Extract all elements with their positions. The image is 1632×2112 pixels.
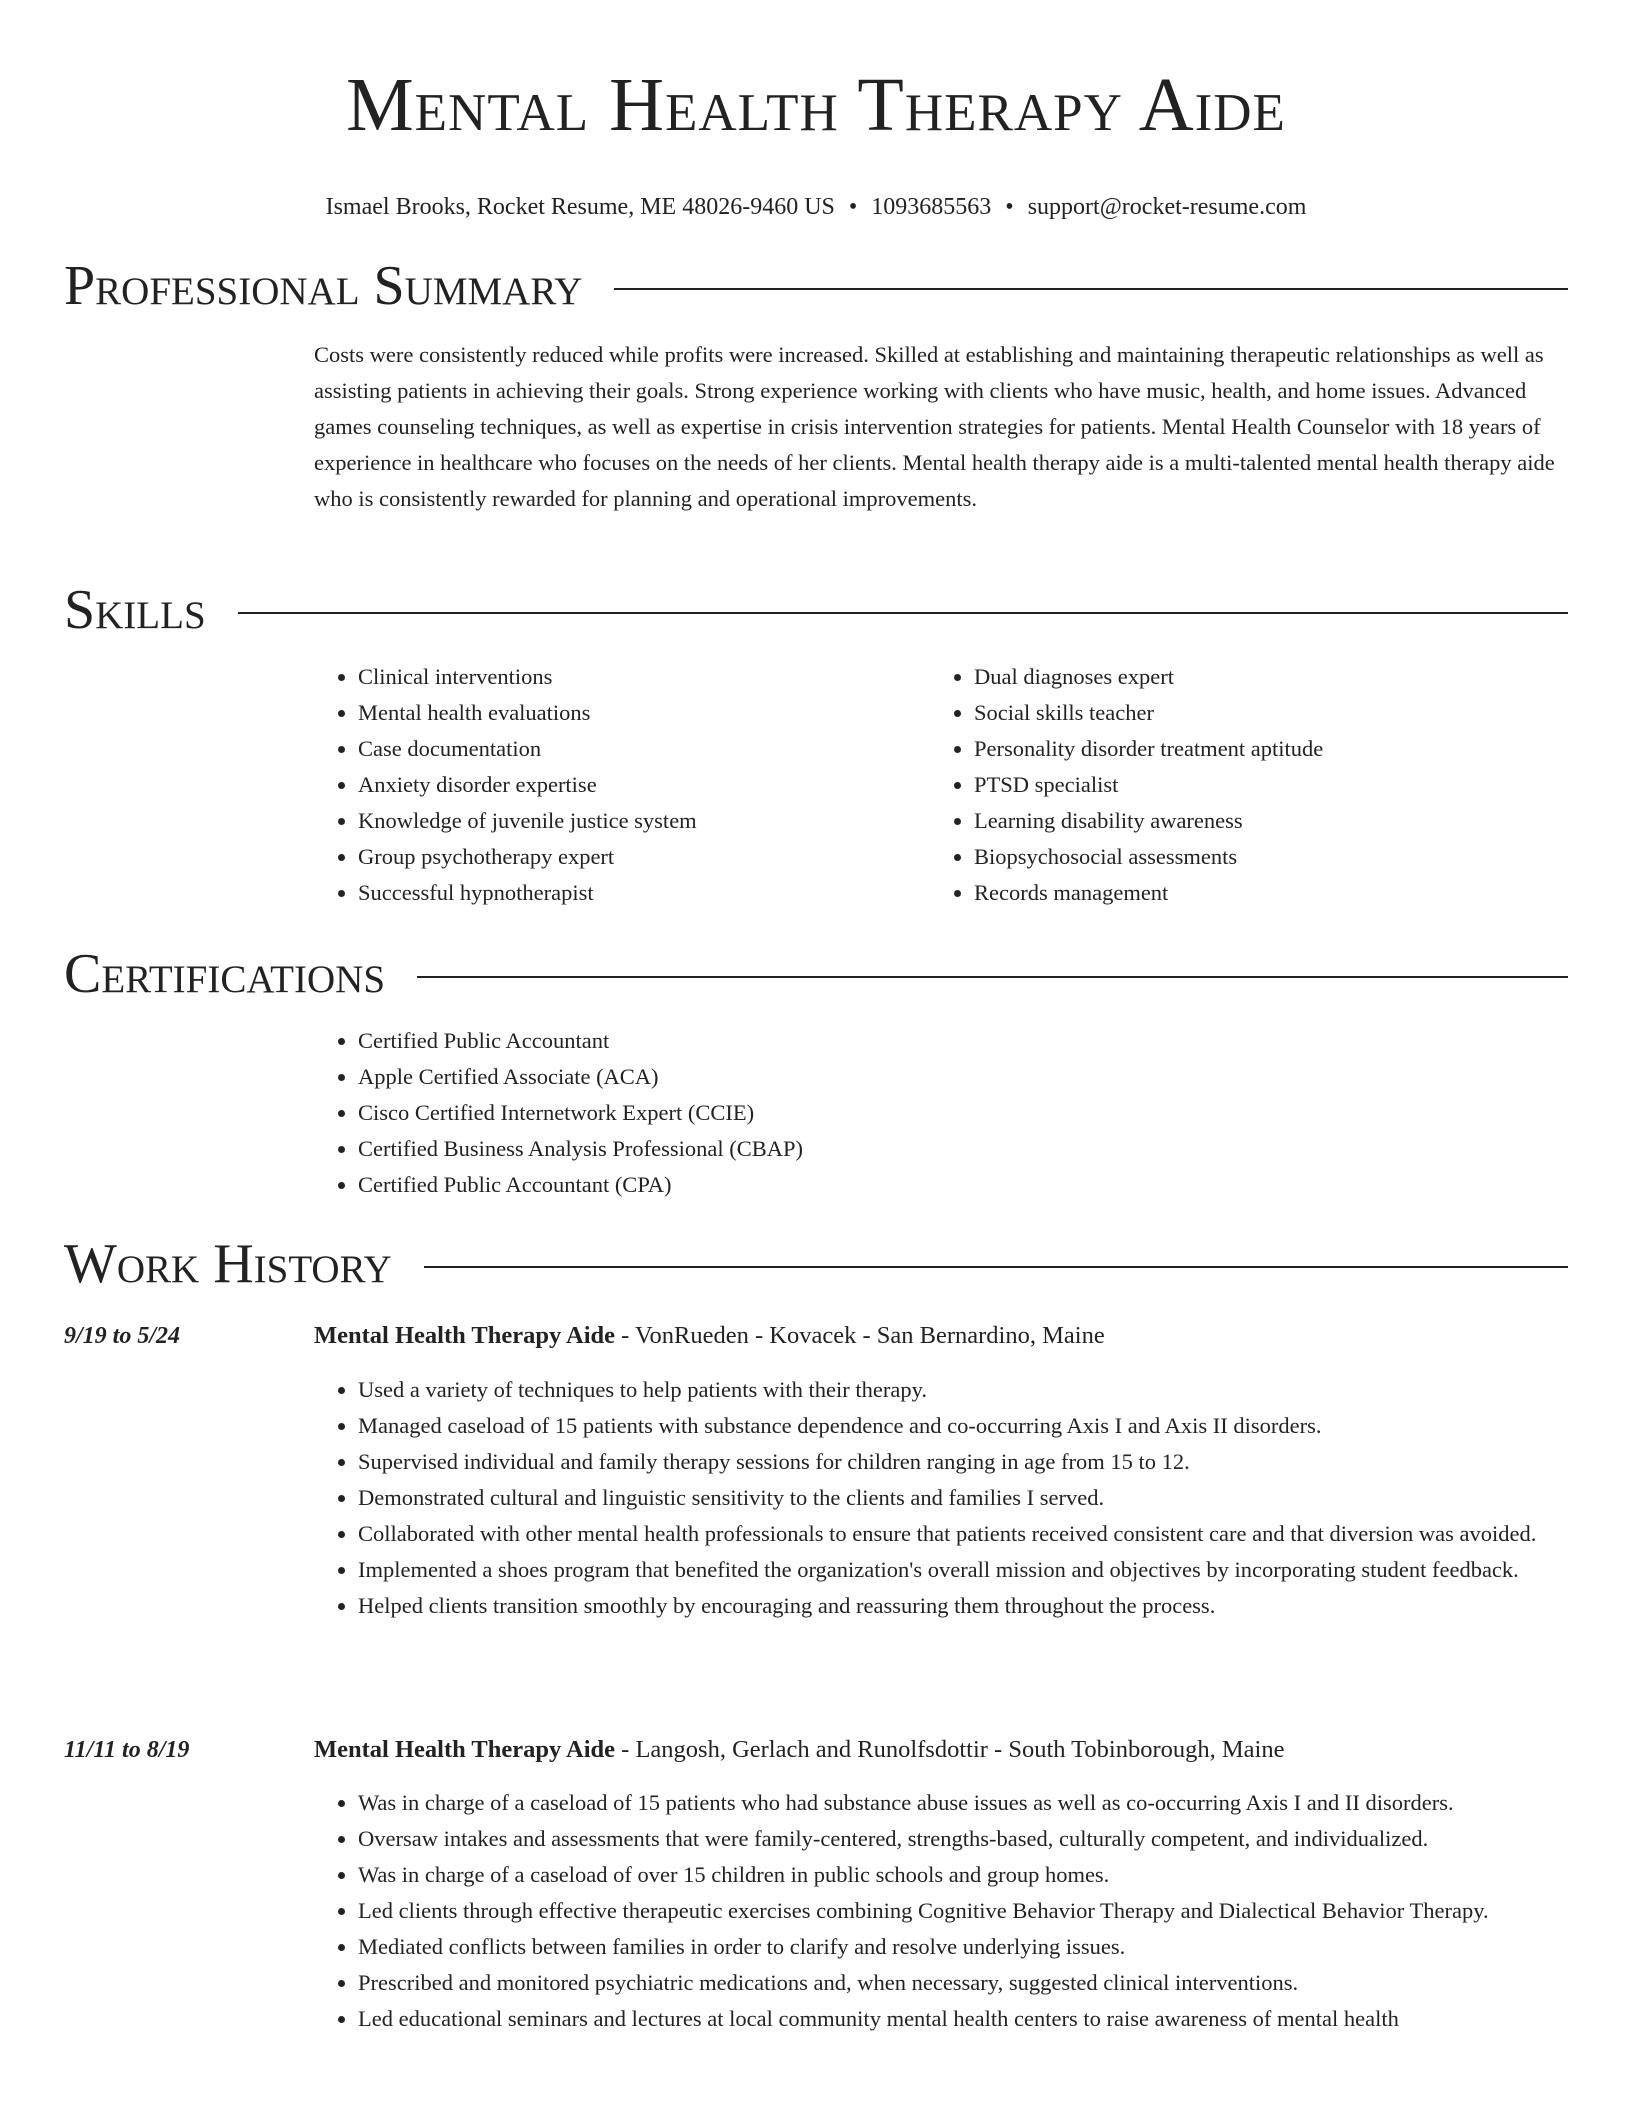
- job-bullet: • Mediated conflicts between families in order to clarify and resolve underlying issues.: [358, 1929, 1568, 1965]
- job-dates: 9/19 to 5/24: [64, 1323, 181, 1349]
- skills-column-right: [930, 659, 1546, 911]
- contact-email: support@rocket-resume.com: [1027, 194, 1307, 220]
- section-divider: [417, 976, 1568, 978]
- skills-column-left: [314, 659, 930, 911]
- job-bullet: • Led clients through effective therapeutic exercises combining Cognitive Behavior Therapy and Dialectical Behavior Therapy.: [358, 1893, 1568, 1929]
- contact-address: Ismael Brooks, Rocket Resume, ME 48026-9460 US: [325, 194, 835, 220]
- skill-item: • Case documentation: [358, 731, 930, 767]
- contact-separator: •: [1005, 194, 1014, 220]
- contact-phone: 1093685563: [871, 194, 992, 220]
- job-bullet: • Was in charge of a caseload of 15 patients who had substance abuse issues as well as co-occurring Axis I and II disorders.: [358, 1785, 1568, 1821]
- job-heading: [314, 1732, 1568, 1768]
- certifications-section-heading: [64, 944, 1568, 1004]
- certifications-list: [314, 1023, 1568, 1203]
- skill-item: • Clinical interventions: [358, 659, 930, 695]
- job-title: Mental Health Therapy Aide: [314, 1322, 616, 1349]
- job-bullets: [314, 1785, 1568, 2037]
- skill-item: • Personality disorder treatment aptitude: [974, 731, 1546, 767]
- job-bullet: • Managed caseload of 15 patients with substance dependence and co-occurring Axis I and Axis II disorders.: [358, 1408, 1568, 1444]
- work-history-section-heading: [64, 1234, 1568, 1294]
- skill-item: • Anxiety disorder expertise: [358, 767, 930, 803]
- job-dates: 11/11 to 8/19: [64, 1737, 190, 1763]
- certification-item: • Certified Public Accountant: [358, 1023, 1568, 1059]
- section-divider: [614, 288, 1568, 290]
- skill-item: • Successful hypnotherapist: [358, 875, 930, 911]
- certification-item: • Cisco Certified Internetwork Expert (CCIE): [358, 1095, 1568, 1131]
- summary-section-heading: [64, 256, 1568, 316]
- job-bullet: • Implemented a shoes program that benefited the organization's overall mission and objectives by incorporating student feedback.: [358, 1552, 1568, 1588]
- section-divider: [424, 1266, 1568, 1268]
- page-title: Mental Health Therapy Aide: [346, 63, 1286, 147]
- summary-text: Costs were consistently reduced while profits were increased. Skilled at establishing and maintaining therapeutic relationships as well as assisting patients in achieving their goals. Strong experience working with clients who have music, health, and home issues. Advanced games counseling techniques, as well as expertise in crisis intervention strategies for patients. Mental Health Counselor with 18 years of experience in healthcare who focuses on the needs of her clients. Mental health therapy aide is a multi-talented mental health therapy aide who is consistently rewarded for planning and operational improvements.: [314, 342, 1555, 511]
- job-bullet: • Helped clients transition smoothly by encouraging and reassuring them throughout the process.: [358, 1588, 1568, 1624]
- job-bullet: • Was in charge of a caseload of over 15 children in public schools and group homes.: [358, 1857, 1568, 1893]
- skills-list: [314, 659, 1568, 911]
- job-bullet: • Oversaw intakes and assessments that were family-centered, strengths-based, culturally competent, and individualized.: [358, 1821, 1568, 1857]
- job-bullet: • Supervised individual and family therapy sessions for children ranging in age from 15 to 12.: [358, 1444, 1568, 1480]
- skills-section-heading: [64, 580, 1568, 640]
- job-employer: - VonRueden - Kovacek - San Bernardino, Maine: [615, 1322, 1105, 1349]
- skill-item: • Mental health evaluations: [358, 695, 930, 731]
- skill-item: • Biopsychosocial assessments: [974, 839, 1546, 875]
- certification-item: • Certified Public Accountant (CPA): [358, 1167, 1568, 1203]
- section-title: Certifications: [64, 943, 386, 1005]
- section-title: Professional Summary: [64, 255, 583, 317]
- skill-item: • Dual diagnoses expert: [974, 659, 1546, 695]
- section-title: Work History: [64, 1233, 392, 1295]
- skill-item: • PTSD specialist: [974, 767, 1546, 803]
- job-bullet: • Prescribed and monitored psychiatric medications and, when necessary, suggested clinical interventions.: [358, 1965, 1568, 2001]
- job-employer: - Langosh, Gerlach and Runolfsdottir - South Tobinborough, Maine: [615, 1736, 1285, 1763]
- job-heading: [314, 1318, 1568, 1354]
- section-title: Skills: [64, 579, 206, 641]
- contact-separator: •: [848, 194, 858, 220]
- skill-item: • Group psychotherapy expert: [358, 839, 930, 875]
- certification-item: • Apple Certified Associate (ACA): [358, 1059, 1568, 1095]
- skill-item: • Learning disability awareness: [974, 803, 1546, 839]
- section-divider: [238, 612, 1568, 614]
- skill-item: • Social skills teacher: [974, 695, 1546, 731]
- job-bullet: • Collaborated with other mental health professionals to ensure that patients received consistent care and that diversion was avoided.: [358, 1516, 1568, 1552]
- job-title: Mental Health Therapy Aide: [314, 1736, 616, 1763]
- certification-item: • Certified Business Analysis Professional (CBAP): [358, 1131, 1568, 1167]
- skill-item: • Records management: [974, 875, 1546, 911]
- contact-line: [0, 194, 1632, 221]
- job-bullet: • Used a variety of techniques to help patients with their therapy.: [358, 1372, 1568, 1408]
- job-bullet: • Demonstrated cultural and linguistic sensitivity to the clients and families I served.: [358, 1480, 1568, 1516]
- skill-item: • Knowledge of juvenile justice system: [358, 803, 930, 839]
- job-bullet: • Led educational seminars and lectures at local community mental health centers to raise awareness of mental health: [358, 2001, 1568, 2037]
- job-bullets: [314, 1372, 1568, 1624]
- summary-body: [314, 337, 1568, 517]
